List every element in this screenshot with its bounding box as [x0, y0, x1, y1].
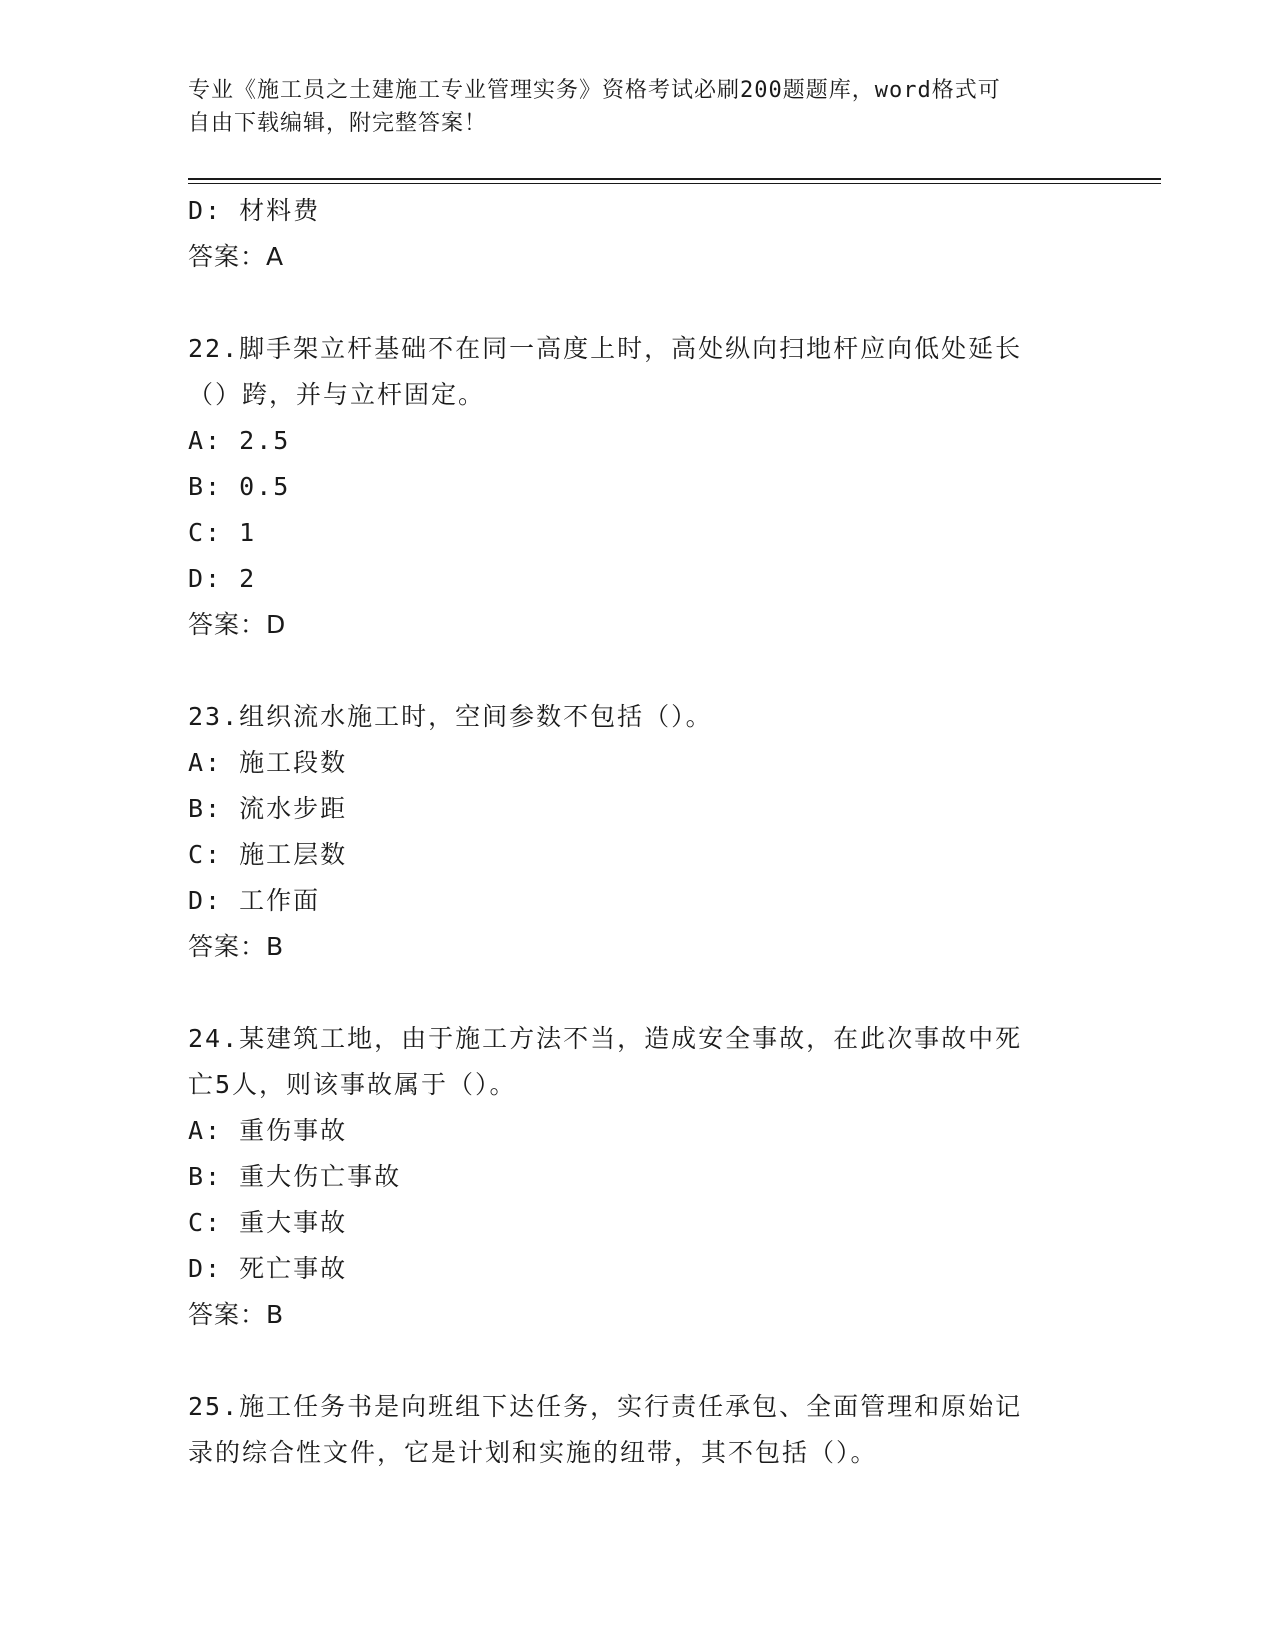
answer-line: 答案：D [188, 610, 287, 639]
header-rule-thin [188, 183, 1161, 184]
question-stem-line-1: 24.某建筑工地，由于施工方法不当，造成安全事故，在此次事故中死 [188, 1024, 1023, 1053]
option-a: A: 施工段数 [188, 748, 348, 777]
question-stem-line-2: 亡5人，则该事故属于（）。 [188, 1070, 517, 1099]
spacer [188, 648, 1088, 694]
option-c: C: 施工层数 [188, 840, 348, 869]
option-a: A: 2.5 [188, 426, 291, 455]
answer-line: 答案：A [188, 242, 285, 271]
answer-line: 答案：B [188, 932, 285, 961]
option-c: C: 1 [188, 518, 257, 547]
question-25 [188, 1384, 1088, 1476]
option-b: B: 流水步距 [188, 794, 348, 823]
question-22 [188, 326, 1088, 648]
page-header [188, 74, 1088, 140]
option-d: D: 2 [188, 564, 257, 593]
spacer [188, 970, 1088, 1016]
option-b: B: 0.5 [188, 472, 291, 501]
question-stem-line-2: （）跨，并与立杆固定。 [188, 380, 486, 409]
option-a: A: 重伤事故 [188, 1116, 348, 1145]
option-b: B: 重大伤亡事故 [188, 1162, 402, 1191]
option-d: D: 工作面 [188, 886, 321, 915]
option-c: C: 重大事故 [188, 1208, 348, 1237]
option-d: D: 材料费 [188, 196, 321, 225]
header-line-1: 专业《施工员之土建施工专业管理实务》资格考试必刷200题题库，word格式可 [188, 78, 1001, 103]
question-stem-line-1: 23.组织流水施工时，空间参数不包括（）。 [188, 702, 713, 731]
header-rule-thick [188, 178, 1161, 180]
option-d: D: 死亡事故 [188, 1254, 348, 1283]
question-stem-line-1: 25.施工任务书是向班组下达任务，实行责任承包、全面管理和原始记 [188, 1392, 1023, 1421]
header-line-2: 自由下载编辑，附完整答案！ [188, 111, 488, 136]
question-stem-line-2: 录的综合性文件，它是计划和实施的纽带，其不包括（）。 [188, 1438, 878, 1467]
previous-question-tail [188, 188, 1088, 280]
question-24 [188, 1016, 1088, 1338]
answer-line: 答案：B [188, 1300, 285, 1329]
spacer [188, 280, 1088, 326]
spacer [188, 1338, 1088, 1384]
question-23 [188, 694, 1088, 970]
question-stem-line-1: 22.脚手架立杆基础不在同一高度上时，高处纵向扫地杆应向低处延长 [188, 334, 1023, 363]
question-content [188, 188, 1088, 1476]
